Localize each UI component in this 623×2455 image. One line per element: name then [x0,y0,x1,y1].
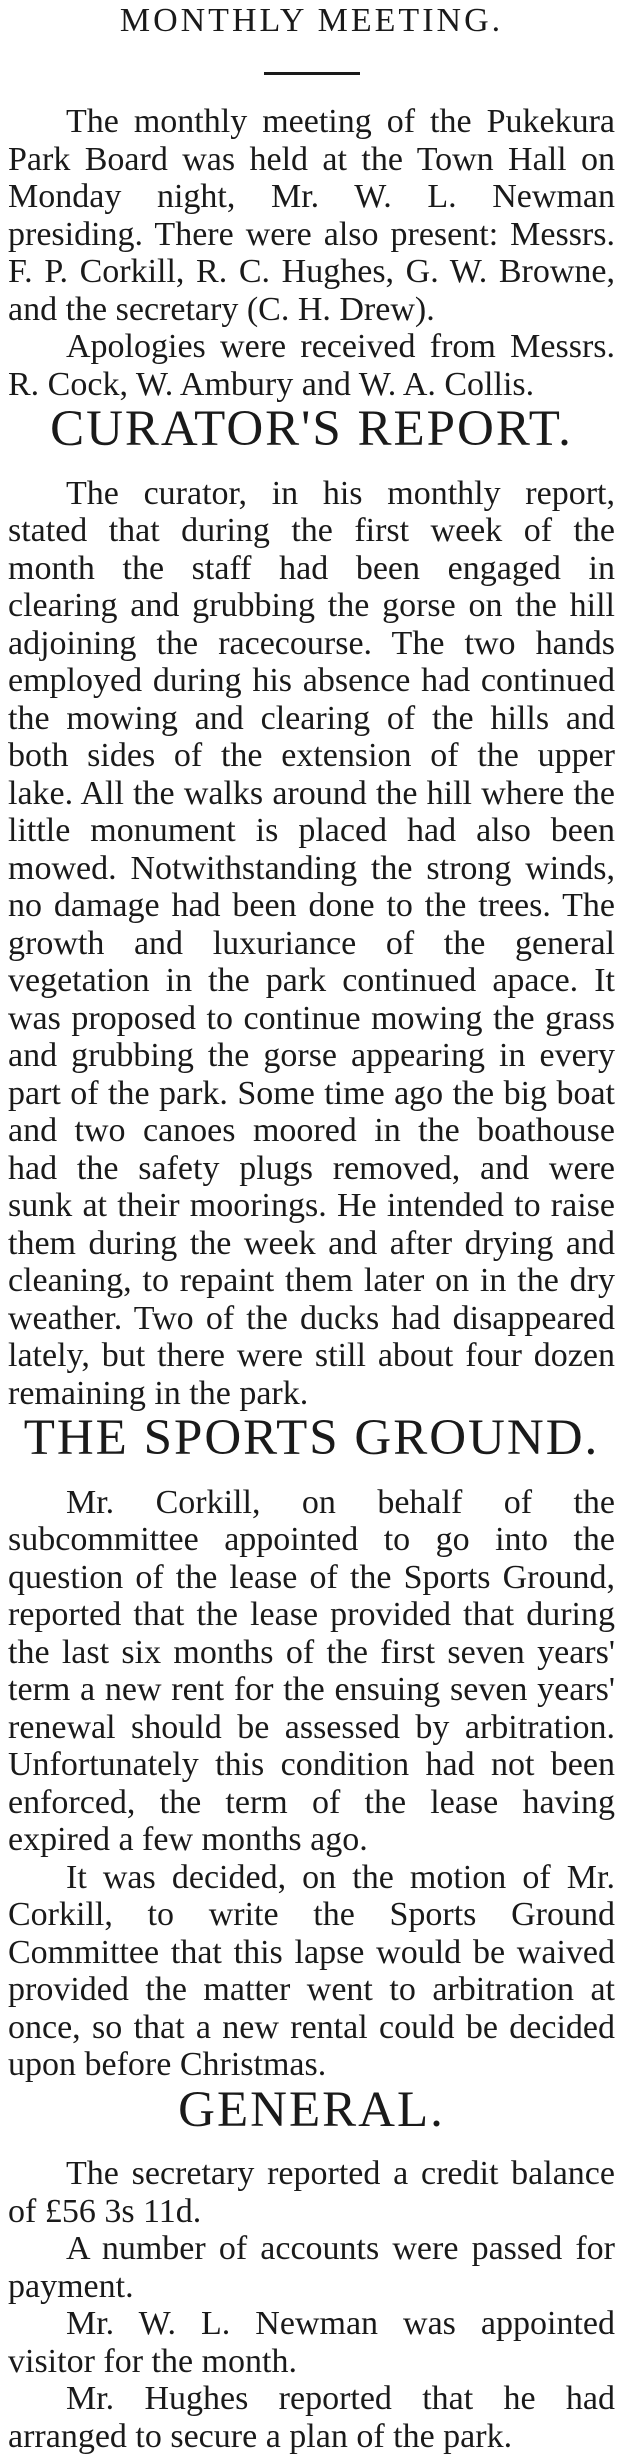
article-title: MONTHLY MEETING. [119,2,504,39]
general-paragraph-2: A number of accounts were passed for payment. [8,2230,615,2305]
section-heading-curators-report: CURATOR'S REPORT. [50,401,573,457]
intro-paragraph-1: The monthly meeting of the Pukekura Park Board was held at the Town Hall on Monday night, Mr. W. L. Newman presiding. There were also present: Messrs. F. P. Corkill, R. C. Hughes, G. W. Browne, and the secretary (C. H. Drew). [8,103,615,328]
general-paragraph-1: The secretary reported a credit balance of £56 3s 11d. [8,2155,615,2230]
general-paragraph-4: Mr. Hughes reported that he had arranged to secure a plan of the park. [8,2380,615,2455]
general-paragraph-3: Mr. W. L. Newman was appointed visitor for the month. [8,2305,615,2380]
title-divider [264,72,360,75]
section-heading-general: GENERAL. [178,2081,445,2138]
section-heading-sports-ground: THE SPORTS GROUND. [23,1410,600,1466]
sports-ground-paragraph-1: Mr. Corkill, on behalf of the subcommittee appointed to go into the question of the lease of the Sports Ground, reported that the lease provided that during the last six months of the first seven years' term a new rent for the ensuing seven years' renewal should be assessed by arbitration. Unfortunately this condition had not been enforced, the term of the lease having expired a few months ago. [8,1483,615,1858]
intro-paragraph-2: Apologies were received from Messrs. R. Cock, W. Ambury and W. A. Collis. [8,328,615,403]
sports-ground-paragraph-2: It was decided, on the motion of Mr. Corkill, to write the Sports Ground Committee that this lapse would be waived provided the matter went to arbitration at once, so that a new rental could be decided upon before Christmas. [8,1858,615,2083]
curators-report-paragraph: The curator, in his monthly report, stated that during the first week of the month the staff had been engaged in clearing and grubbing the gorse on the hill adjoining the racecourse. The two hands employed during his absence had continued the mowing and clearing of the hills and both sides of the extension of the upper lake. All the walks around the hill where the little monument is placed had also been mowed. Notwithstanding the strong winds, no damage had been done to the trees. The growth and luxuriance of the general vegetation in the park continued apace. It was proposed to continue mowing the grass and grubbing the gorse appearing in every part of the park. Some time ago the big boat and two canoes moored in the boathouse had the safety plugs removed, and were sunk at their moorings. He intended to raise them during the week and after drying and cleaning, to repaint them later on in the dry weather. Two of the ducks had disappeared lately, but there were still about four dozen remaining in the park. [8,474,615,1412]
